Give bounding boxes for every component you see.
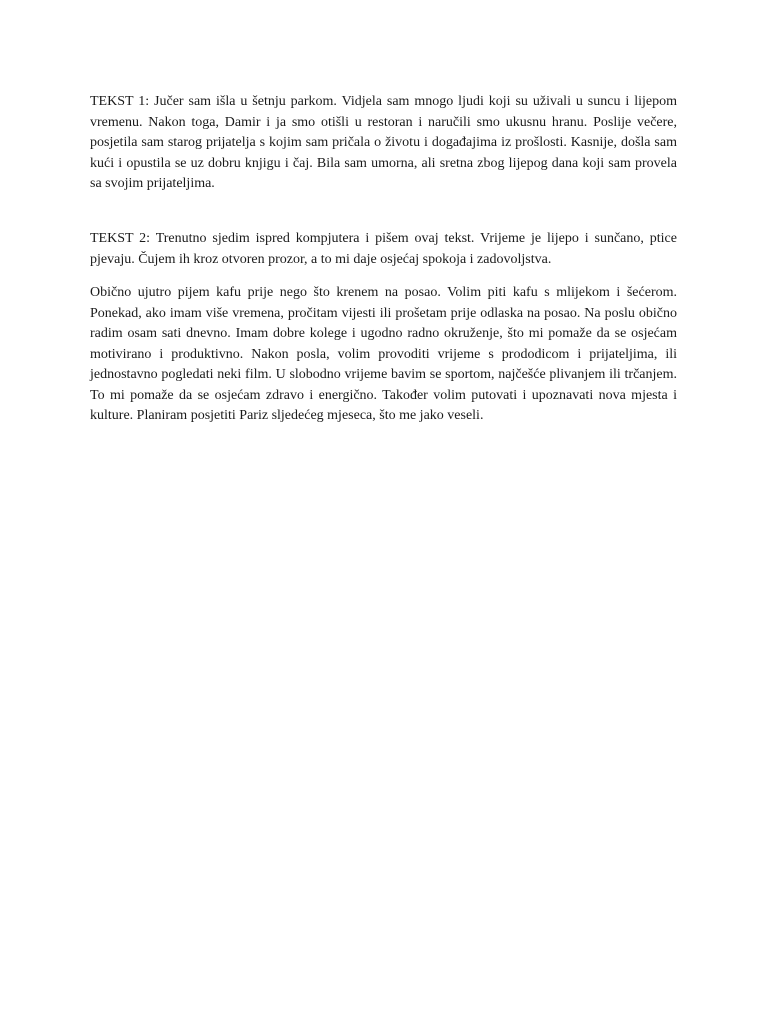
paragraph-tekst-2: TEKST 2: Trenutno sjedim ispred kompjutera i pišem ovaj tekst. Vrijeme je lijepo i sunčano, ptice pjevaju. Čujem ih kroz otvoren prozor, a to mi daje osjećaj spokoja i zadovoljstva. [90, 231, 677, 267]
paragraph-daily-routine: Obično ujutro pijem kafu prije nego što krenem na posao. Volim piti kafu s mlijekom i šećerom. Ponekad, ako imam više vremena, pročitam vijesti ili prošetam prije odlaska na posao. Na poslu obično radim osam sati dnevno. Imam dobre kolege i ugodno radno okruženje, što mi pomaže da se osjećam motivirano i produktivno. Nakon posla, volim provoditi vrijeme s prododicom i prijateljima, ili jednostavno pogledati neki film. U slobodno vrijeme bavim se sportom, najčešće plivanjem ili trčanjem. To mi pomaže da se osjećam zdravo i energično. Također volim putovati i upoznavati nova mjesta i kulture. Planiram posjetiti Pariz sljedećeg mjeseca, što me jako veseli. [90, 285, 677, 423]
paragraph-tekst-1: TEKST 1: Jučer sam išla u šetnju parkom. Vidjela sam mnogo ljudi koji su uživali u suncu i lijepom vremenu. Nakon toga, Damir i ja smo otišli u restoran i naručili smo ukusnu hranu. Poslije večere, posjetila sam starog prijatelja s kojim sam pričala o životu i događajima iz prošlosti. Kasnije, došla sam kući i opustila se uz dobru knjigu i čaj. Bila sam umorna, ali sretna zbog lijepog dana koji sam provela sa svojim prijateljima. [90, 94, 677, 191]
